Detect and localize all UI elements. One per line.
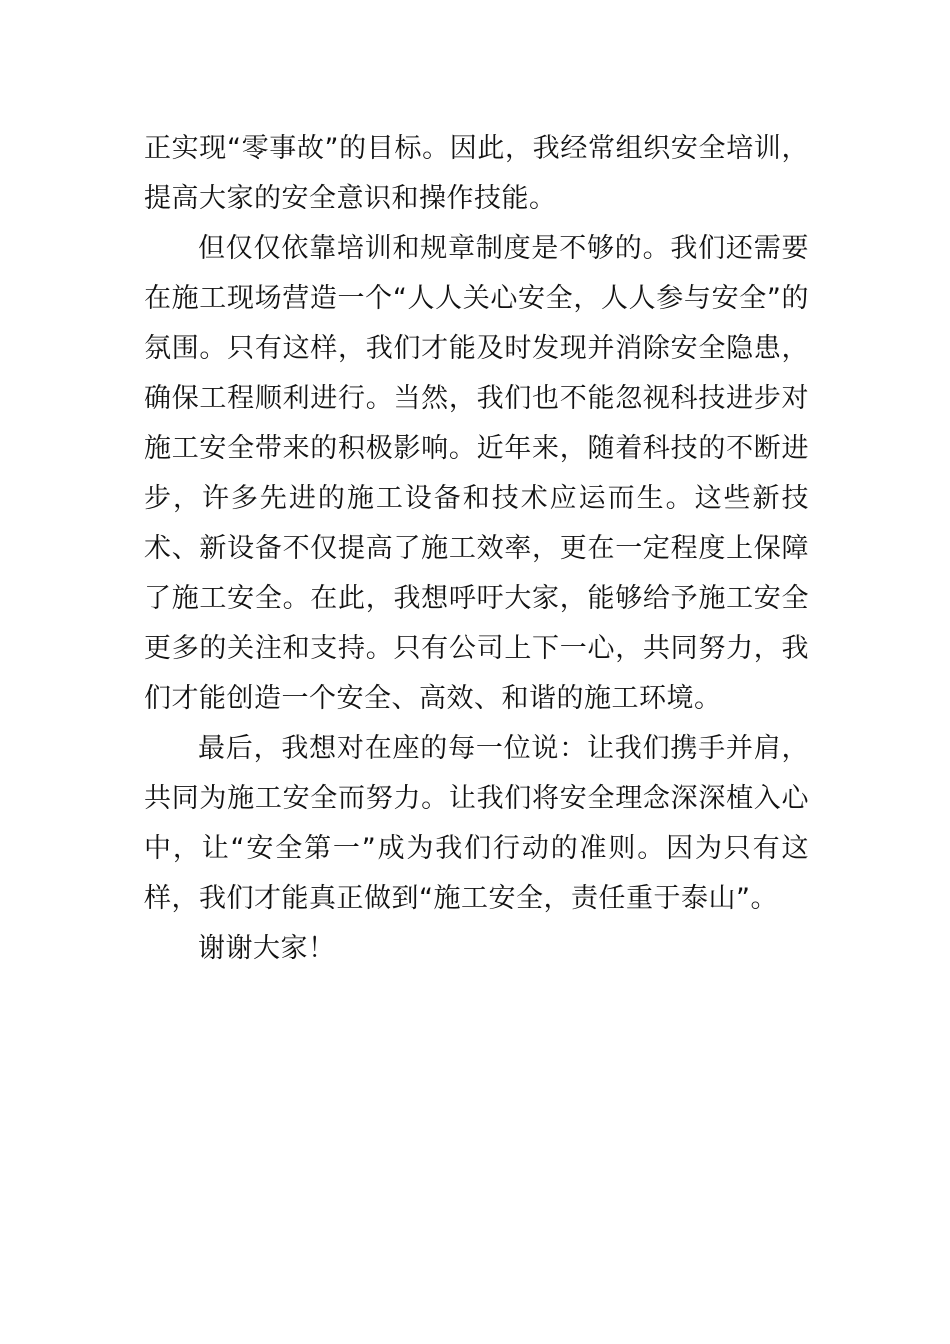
paragraph-closing-appeal: 最后，我想对在座的每一位说：让我们携手并肩，共同为施工安全而努力。让我们将安全理念深深植入心中，让“安全第一”成为我们行动的准则。因为只有这样，我们才能真正做到“施工安全，责任重于泰山”。 [144, 733, 809, 914]
paragraph-training-and-technology: 但仅仅依靠培训和规章制度是不够的。我们还需要在施工现场营造一个“人人关心安全，人人参与安全”的氛围。只有这样，我们才能及时发现并消除安全隐患，确保工程顺利进行。当然，我们也不能忽视科技进步对施工安全带来的积极影响。近年来，随着科技的不断进步，许多先进的施工设备和技术应运而生。这些新技术、新设备不仅提高了施工效率，更在一定程度上保障了施工安全。在此，我想呼吁大家，能够给予施工安全更多的关注和支持。只有公司上下一心，共同努力，我们才能创造一个安全、高效、和谐的施工环境。 [144, 233, 809, 714]
paragraph-thanks: 谢谢大家！ [198, 933, 336, 964]
paragraph-continuation: 正实现“零事故”的目标。因此，我经常组织安全培训，提高大家的安全意识和操作技能。 [144, 133, 809, 214]
document-body [144, 124, 809, 974]
